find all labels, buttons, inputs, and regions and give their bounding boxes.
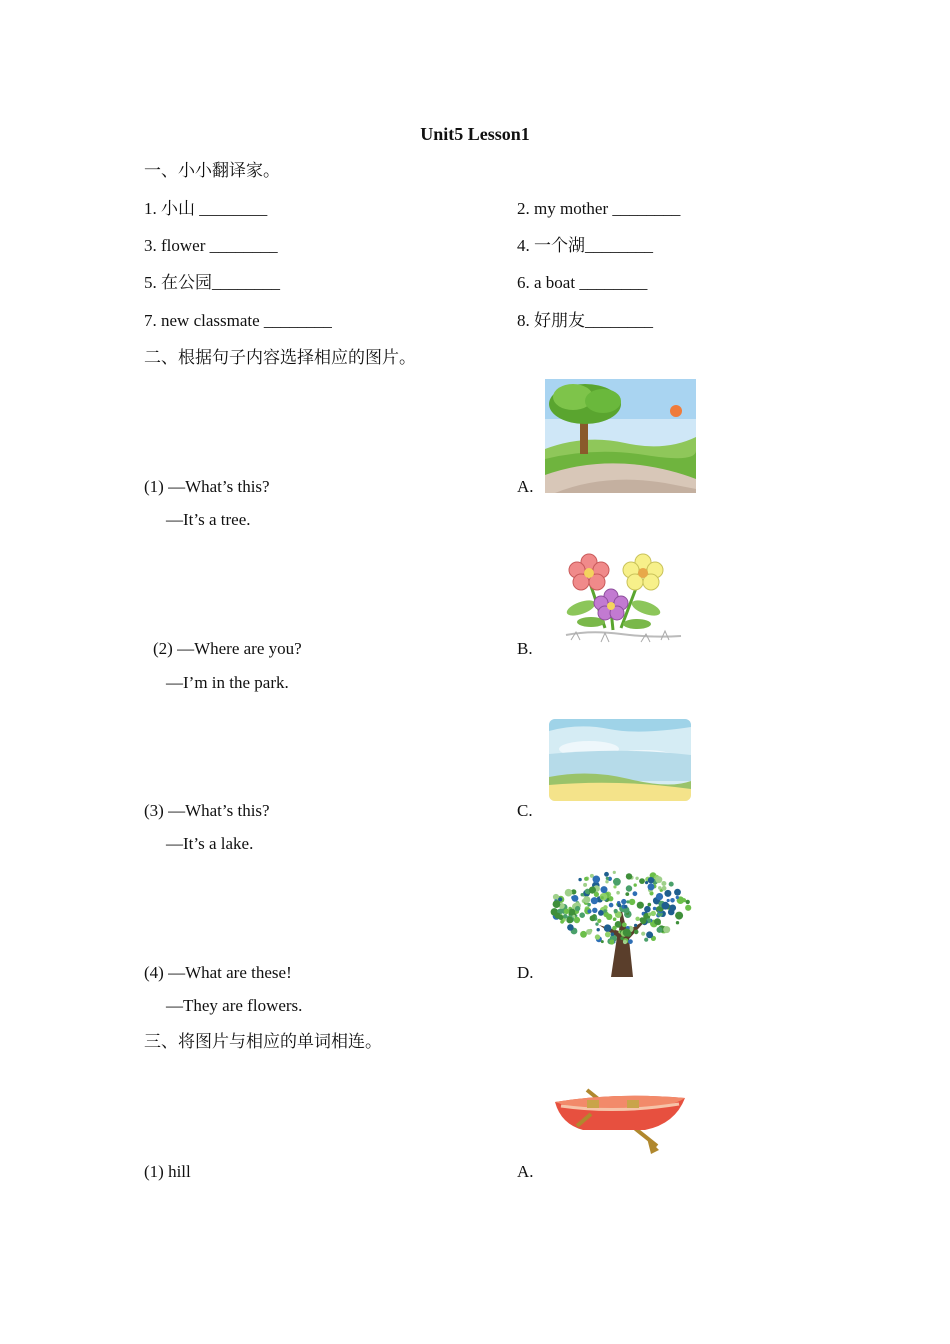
answer-3: —It’s a lake. [166, 834, 254, 853]
translate-item-8: 8. 好朋友________ [517, 311, 653, 330]
question-2: (2) —Where are you? [153, 639, 302, 658]
translate-item-6: 6. a boat ________ [517, 273, 648, 292]
option-c-label: C. [517, 801, 533, 820]
match-option-a-label: A. [517, 1162, 534, 1181]
option-b-label: B. [517, 639, 533, 658]
question-3: (3) —What’s this? [144, 801, 270, 820]
answer-1: —It’s a tree. [166, 510, 251, 529]
option-d-label: D. [517, 963, 534, 982]
option-a-label: A. [517, 477, 534, 496]
translate-item-7: 7. new classmate ________ [144, 311, 332, 330]
match-word-1: (1) hill [144, 1162, 191, 1181]
lake-icon [549, 719, 691, 801]
park-scene-icon [545, 379, 696, 493]
boat-icon [547, 1066, 694, 1176]
translate-item-4: 4. 一个湖________ [517, 236, 653, 255]
translate-item-2: 2. my mother ________ [517, 199, 681, 218]
answer-4: —They are flowers. [166, 996, 303, 1015]
section2-heading: 二、根据句子内容选择相应的图片。 [144, 348, 416, 367]
section1-heading: 一、小小翻译家。 [144, 161, 280, 180]
translate-item-1: 1. 小山 ________ [144, 199, 268, 218]
page-title: Unit5 Lesson1 [420, 124, 530, 144]
question-4: (4) —What are these! [144, 963, 292, 982]
translate-item-5: 5. 在公园________ [144, 273, 280, 292]
answer-2: —I’m in the park. [166, 673, 289, 692]
tree-icon [549, 867, 692, 977]
translate-item-3: 3. flower ________ [144, 236, 278, 255]
section3-heading: 三、将图片与相应的单词相连。 [144, 1032, 382, 1051]
question-1: (1) —What’s this? [144, 477, 270, 496]
flowers-icon [561, 550, 685, 646]
